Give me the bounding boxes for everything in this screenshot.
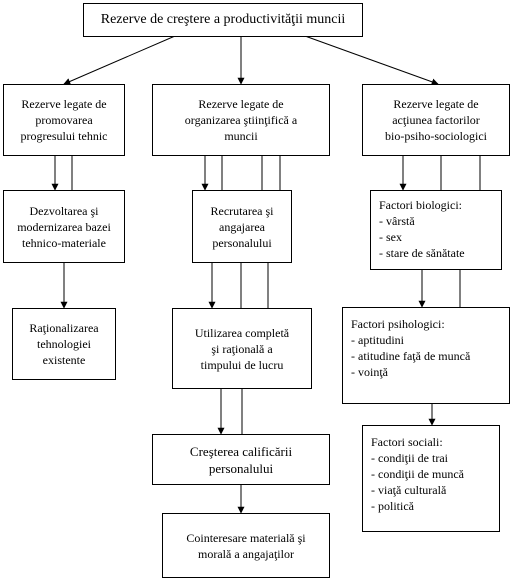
arrow-title-to-col3 <box>305 36 438 84</box>
col1-header-box <box>3 84 125 156</box>
col1-b3-line3: existente <box>42 353 86 367</box>
col3-psychological-box <box>342 307 510 404</box>
col2-b3-line3: timpului de lucru <box>200 357 284 372</box>
title-text: Rezerve de creştere a productivităţii muncii <box>100 12 346 27</box>
social-item: - condiţii de trai <box>371 451 448 465</box>
col2-b5-line1: Cointeresare materială şi <box>186 530 306 545</box>
col3-header-line2: acţiunea factorilor <box>392 113 480 127</box>
col1-b2-line1: Dezvoltarea şi <box>29 203 99 218</box>
col3-social-box <box>362 425 500 532</box>
col3-header-box <box>362 84 510 156</box>
social-item: - condiţii de muncă <box>371 467 464 481</box>
social-title: Factori sociali: <box>371 435 443 449</box>
social-item: - viaţă culturală <box>371 483 447 497</box>
col2-b2-line1: Recrutarea şi <box>210 203 274 218</box>
col2-qualification-box <box>152 434 330 485</box>
bio-item: - vârstă <box>379 214 415 228</box>
col3-header-line3: bio-psiho-sociologici <box>385 129 487 143</box>
col2-header-line2: organizarea ştiinţifică a <box>184 113 298 127</box>
bio-item: - sex <box>379 230 402 244</box>
col2-b2-line3: personalului <box>212 235 272 250</box>
col1-rationalization-box <box>12 308 116 380</box>
col1-modernization-box <box>3 190 125 263</box>
bio-title: Factori biologici: <box>379 198 462 212</box>
arrow-title-to-col1 <box>64 36 175 84</box>
col2-header-line1: Rezerve legate de <box>198 97 284 111</box>
col2-time-usage-box <box>172 308 312 389</box>
col2-b2-line2: angajarea <box>219 219 265 234</box>
title-box <box>83 3 363 37</box>
col1-b2-line3: tehnico-materiale <box>22 235 106 250</box>
col2-b3-line2: şi raţională a <box>211 341 273 356</box>
col3-biological-box <box>370 190 502 270</box>
col3-header-line1: Rezerve legate de <box>393 97 479 111</box>
col1-b3-line2: tehnologiei <box>37 337 91 351</box>
psych-item: - aptitudini <box>351 333 404 347</box>
col2-b4-line2: personalului <box>208 460 274 476</box>
col1-header-line3: progresului tehnic <box>20 129 108 143</box>
bio-list <box>379 213 501 261</box>
col2-header-line3: muncii <box>224 129 258 143</box>
col2-b5-line2: morală a angajaţilor <box>198 546 294 561</box>
psych-title: Factori psihologici: <box>351 317 445 331</box>
col1-header-line1: Rezerve legate de <box>21 97 107 111</box>
col2-b4-line1: Creşterea calificării <box>189 443 293 459</box>
bio-item: - stare de sănătate <box>379 246 465 260</box>
col1-header-line2: promovarea <box>35 113 93 127</box>
col2-recruitment-box <box>192 190 292 263</box>
social-list <box>371 450 499 514</box>
psych-list <box>351 332 509 380</box>
col2-b3-line1: Utilizarea completă <box>194 325 290 340</box>
social-item: - politică <box>371 499 414 513</box>
psych-item: - voinţă <box>351 365 388 379</box>
col1-b2-line2: modernizarea bazei <box>17 219 111 234</box>
col1-b3-line1: Raţionalizarea <box>29 321 99 335</box>
col2-incentive-box <box>162 513 330 578</box>
col2-header-box <box>152 84 330 156</box>
psych-item: - atitudine faţă de muncă <box>351 349 471 363</box>
